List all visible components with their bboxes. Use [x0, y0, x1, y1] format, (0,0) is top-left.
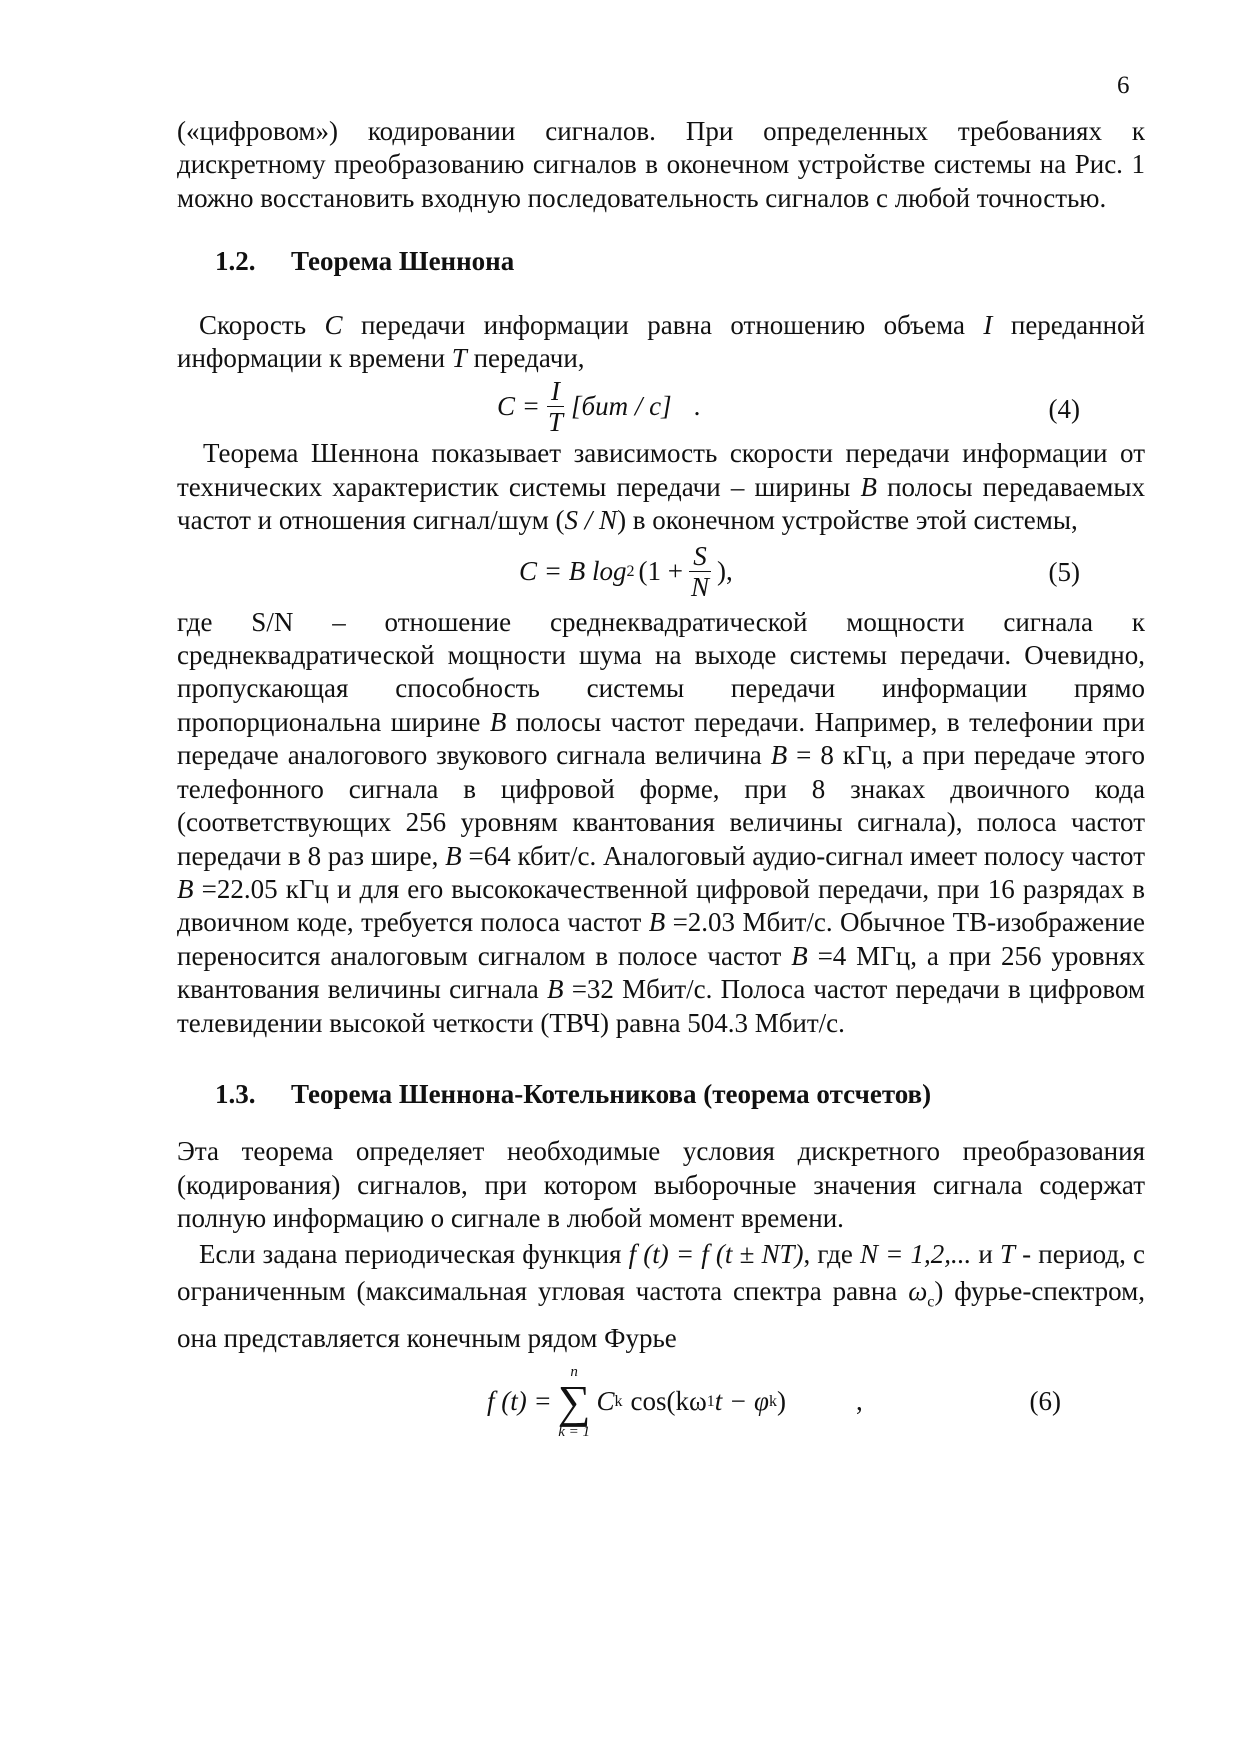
paragraph-examples: где S/N – отношение среднеквадратической мощности сигнала к среднеквадратической мощности шума на выходе системы передачи. Очевидно, пропускающая способность системы передачи информации прямо пропорциональна ширине B полосы частот передачи. Например, в телефонии при передаче аналогового звукового сигнала величина B = 8 кГц, а при передаче этого телефонного сигнала в цифровой форме, при 8 знаках двоичного кода (соответствующих 256 уровням квантования величины сигнала), полоса частот передачи в 8 раз шире, B =64 кбит/с. Аналоговый аудио-сигнал имеет полосу частот B =22.05 кГц и для его высококачественной цифровой передачи, при 16 разрядах в двоичном коде, требуется полоса частот B =2.03 Мбит/с. Обычное ТВ-изображение переносится аналоговым сигналом в полосе частот B =4 МГц, а при 256 уровнях квантования величины сигнала B =32 Мбит/с. Полоса частот передачи в цифровом телевидении высокой четкости (ТВЧ) равна 504.3 Мбит/с.	[177, 606, 1146, 1038]
section-title: Теорема Шеннона	[291, 246, 515, 277]
formula-4: C = $\frac{I}{T}$ [бит / с] . (4)	[497, 375, 1080, 437]
formula-lhs: f (t) =	[487, 1386, 552, 1417]
equation-number-5: (5)	[1048, 556, 1080, 587]
section-number: 1.2.	[215, 246, 256, 277]
formula-6: f (t) = n ∑ k = 1 C k cos(kω 1 t − φ k ) , (6)	[487, 1363, 1061, 1440]
equation-number-4: (4)	[1048, 394, 1080, 425]
section-heading-1-2	[215, 245, 1145, 278]
page-number: 6	[1117, 72, 1130, 99]
fraction-I-over-T: $\frac{I}{T}$	[547, 375, 564, 437]
var-C: C	[324, 309, 343, 340]
section-heading-1-3	[215, 1078, 1145, 1111]
section-title: Теорема Шеннона-Котельникова (теорема отсчетов)	[291, 1078, 932, 1109]
formula-unit: [бит / с]	[571, 390, 672, 421]
var-T: T	[451, 343, 467, 374]
document-body	[177, 115, 1145, 1447]
fraction-S-over-N: $\frac{S}{N}$	[690, 541, 709, 603]
formula-lhs: C =	[497, 390, 540, 421]
paragraph-intro: («цифровом») кодировании сигналов. При определенных требованиях к дискретному преобразованию сигналов в оконечном устройстве системы на Рис. 1 можно восстановить входную последовательность сигналов с любой точностью.	[177, 116, 1145, 213]
paragraph-sampling-theorem: Эта теорема определяет необходимые условия дискретного преобразования (кодирования) сигналов, при котором выборочные значения сигнала содержат полную информацию о сигнале в любой момент времени.	[177, 1136, 1145, 1234]
paragraph-shannon-theorem: Теорема Шеннона показывает зависимость скорости передачи информации от технических характеристик системы передачи – ширины B полосы передаваемых частот и отношения сигнал/шум (S / N) в оконечном устройстве этой системы,	[177, 438, 1145, 536]
summation: n ∑ k = 1	[557, 1363, 591, 1440]
formula-lhs: C = B log	[519, 555, 627, 586]
section-number: 1.3.	[215, 1078, 256, 1109]
paragraph-speed-definition: Скорость C передачи информации равна отношению объема I переданной информации к времени T передачи,	[177, 309, 1145, 374]
paragraph-periodic-function: Если задана периодическая функция f (t) = f (t ± NT), где N = 1,2,... и T - период, с ограниченным (максимальная угловая частота спектра равна $\omega_c$) фурье-спектром, она представляется конечным рядом Фурье	[177, 1238, 1145, 1353]
equation-number-6: (6)	[1029, 1385, 1061, 1416]
var-I: I	[983, 309, 993, 340]
formula-5: C = B log 2 (1 + $\frac{S}{N}$ ), (5)	[519, 541, 1080, 603]
